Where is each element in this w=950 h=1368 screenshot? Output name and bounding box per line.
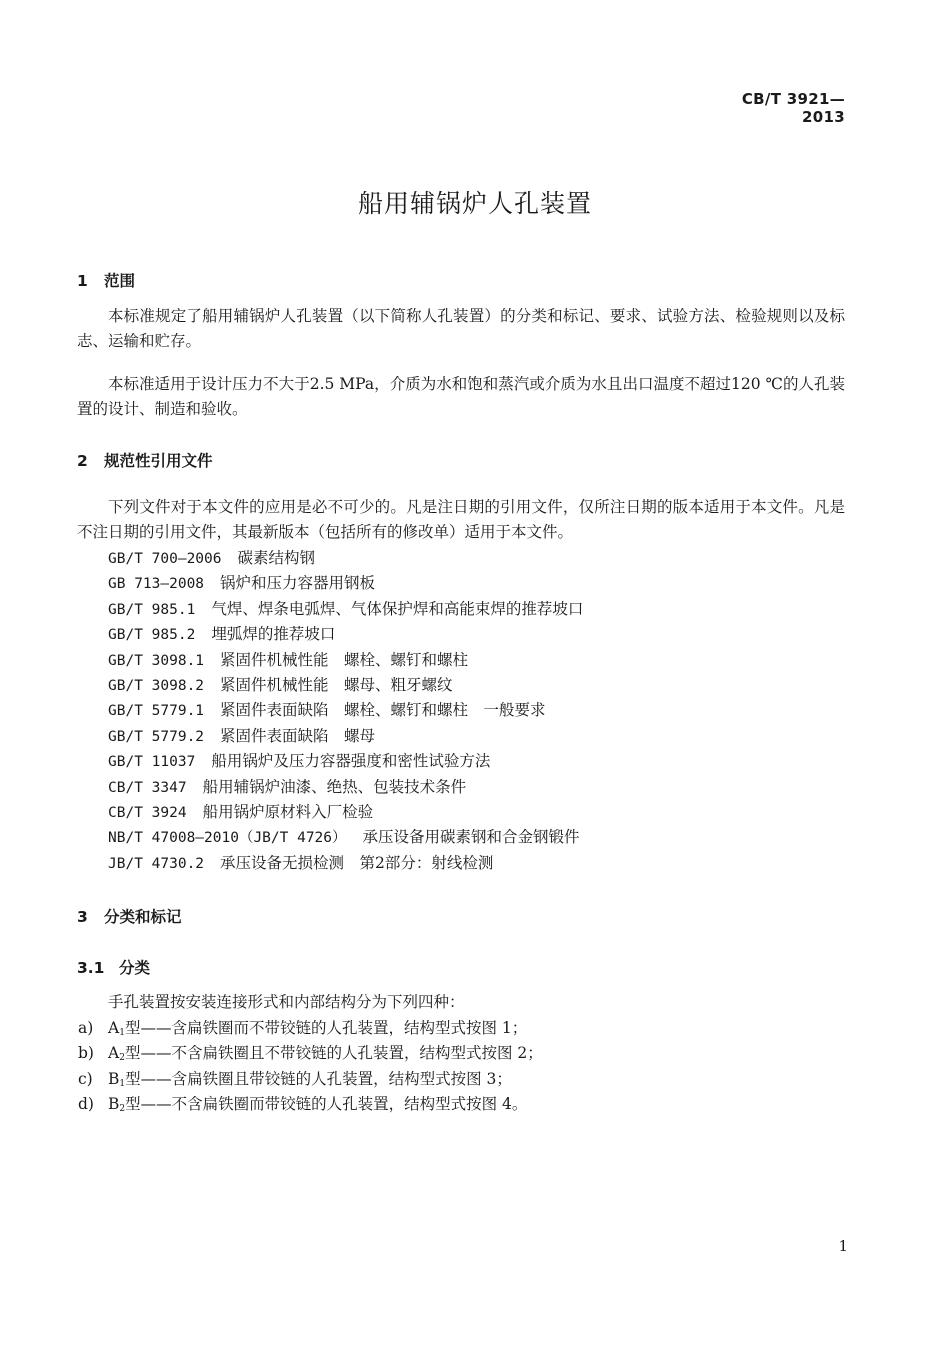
type-subscript: 2 [119, 1053, 125, 1064]
type-description: 型——含扁铁圈而不带铰链的人孔装置，结构型式按图 1； [124, 1019, 528, 1037]
references-intro-paragraph: 下列文件对于本文件的应用是必不可少的。凡是注日期的引用文件，仅所注日期的版本适用于本文件。凡是不注日期的引用文件，其最新版本（包括所有的修改单）适用于本文件。 [77, 498, 845, 541]
reference-title: 紧固件机械性能 螺栓、螺钉和螺柱 [220, 650, 469, 669]
reference-list [108, 546, 583, 876]
reference-item [108, 775, 583, 800]
section-title: 分类和标记 [104, 908, 182, 926]
type-list [78, 1016, 543, 1118]
subsection-heading-classification [77, 956, 150, 978]
type-item [78, 1092, 543, 1117]
reference-item [108, 800, 583, 825]
type-item [78, 1016, 543, 1041]
reference-code: GB/T 3098.2 [108, 677, 205, 694]
reference-code: NB/T 47008—2010（JB/T 4726） [108, 830, 347, 847]
reference-title: 紧固件表面缺陷 螺母 [220, 726, 376, 745]
standard-code: CB/T 3921—2013 [741, 90, 845, 126]
reference-title: 碳素结构钢 [237, 549, 316, 567]
reference-item [108, 571, 583, 596]
type-description: 型——不含扁铁圈而带铰链的人孔装置，结构型式按图 4。 [125, 1095, 528, 1114]
section-heading-scope [77, 269, 135, 291]
section-number: 3.1 [77, 959, 105, 977]
reference-code: CB/T 3347 [108, 779, 187, 796]
reference-title: 承压设备无损检测 第2部分：射线检测 [220, 853, 494, 872]
reference-code: GB/T 5779.1 [108, 703, 205, 720]
type-letter: A [108, 1019, 120, 1037]
reference-code: GB/T 985.2 [108, 627, 196, 644]
reference-title: 船用辅锅炉油漆、绝热、包装技术条件 [202, 777, 467, 796]
reference-code: JB/T 4730.2 [108, 855, 205, 872]
reference-item [108, 597, 583, 622]
type-label: c) [78, 1069, 93, 1088]
reference-item [108, 622, 583, 647]
type-label: a) [78, 1019, 94, 1037]
section-title: 分类 [119, 959, 151, 977]
type-description: 型——含扁铁圈且带铰链的人孔装置，结构型式按图 3； [125, 1069, 512, 1088]
reference-title: 锅炉和压力容器用钢板 [220, 574, 376, 593]
reference-code: GB/T 5779.2 [108, 728, 205, 745]
type-item [78, 1067, 543, 1092]
classification-intro: 手孔装置按安装连接形式和内部结构分为下列四种： [108, 993, 465, 1011]
section-number: 3 [77, 908, 88, 926]
scope-paragraph-2: 本标准适用于设计压力不大于2.5 MPa，介质为水和饱和蒸汽或介质为水且出口温度不超过120 ℃的人孔装置的设计、制造和验收。 [77, 375, 845, 418]
reference-title: 埋弧焊的推荐坡口 [211, 625, 336, 644]
reference-title: 船用锅炉原材料入厂检验 [202, 802, 374, 821]
reference-item [108, 724, 583, 749]
scope-paragraph-1: 本标准规定了船用辅锅炉人孔装置（以下简称人孔装置）的分类和标记、要求、试验方法、检验规则以及标志、运输和贮存。 [77, 307, 845, 350]
reference-title: 紧固件表面缺陷 螺栓、螺钉和螺柱 一般要求 [220, 701, 546, 720]
type-label: d) [78, 1095, 94, 1114]
reference-item [108, 825, 583, 850]
reference-code: GB/T 700—2006 [108, 551, 222, 567]
reference-item [108, 673, 583, 698]
type-subscript: 2 [119, 1104, 126, 1115]
section-title: 范围 [104, 272, 136, 290]
reference-item [108, 698, 583, 723]
reference-title: 船用锅炉及压力容器强度和密性试验方法 [211, 752, 491, 771]
type-subscript: 1 [119, 1078, 126, 1089]
reference-title: 气焊、焊条电弧焊、气体保护焊和高能束焊的推荐坡口 [211, 599, 584, 618]
reference-item [108, 851, 583, 876]
section-number: 2 [77, 452, 88, 470]
type-label: b) [78, 1044, 94, 1063]
type-letter: A [108, 1044, 120, 1063]
reference-item [108, 648, 583, 673]
type-description: 型——不含扁铁圈且不带铰链的人孔装置，结构型式按图 2； [124, 1044, 543, 1063]
reference-code: GB/T 11037 [108, 754, 196, 771]
type-item [78, 1041, 543, 1066]
reference-code: GB 713—2008 [108, 576, 205, 593]
page-number: 1 [838, 1237, 848, 1255]
reference-item [108, 546, 583, 571]
reference-code: CB/T 3924 [108, 804, 187, 821]
section-heading-normative-references [77, 449, 213, 471]
type-letter: B [108, 1069, 120, 1088]
section-title: 规范性引用文件 [104, 452, 213, 470]
reference-title: 承压设备用碳素钢和合金钢锻件 [362, 828, 580, 847]
section-number: 1 [77, 272, 88, 290]
reference-code: GB/T 985.1 [108, 601, 196, 618]
reference-code: GB/T 3098.1 [108, 652, 205, 669]
section-heading-classification-marking [77, 905, 182, 927]
reference-item [108, 749, 583, 774]
type-letter: B [108, 1095, 120, 1114]
document-title: 船用辅锅炉人孔装置 [357, 189, 592, 218]
type-subscript: 1 [119, 1028, 125, 1038]
reference-title: 紧固件机械性能 螺母、粗牙螺纹 [220, 675, 453, 694]
